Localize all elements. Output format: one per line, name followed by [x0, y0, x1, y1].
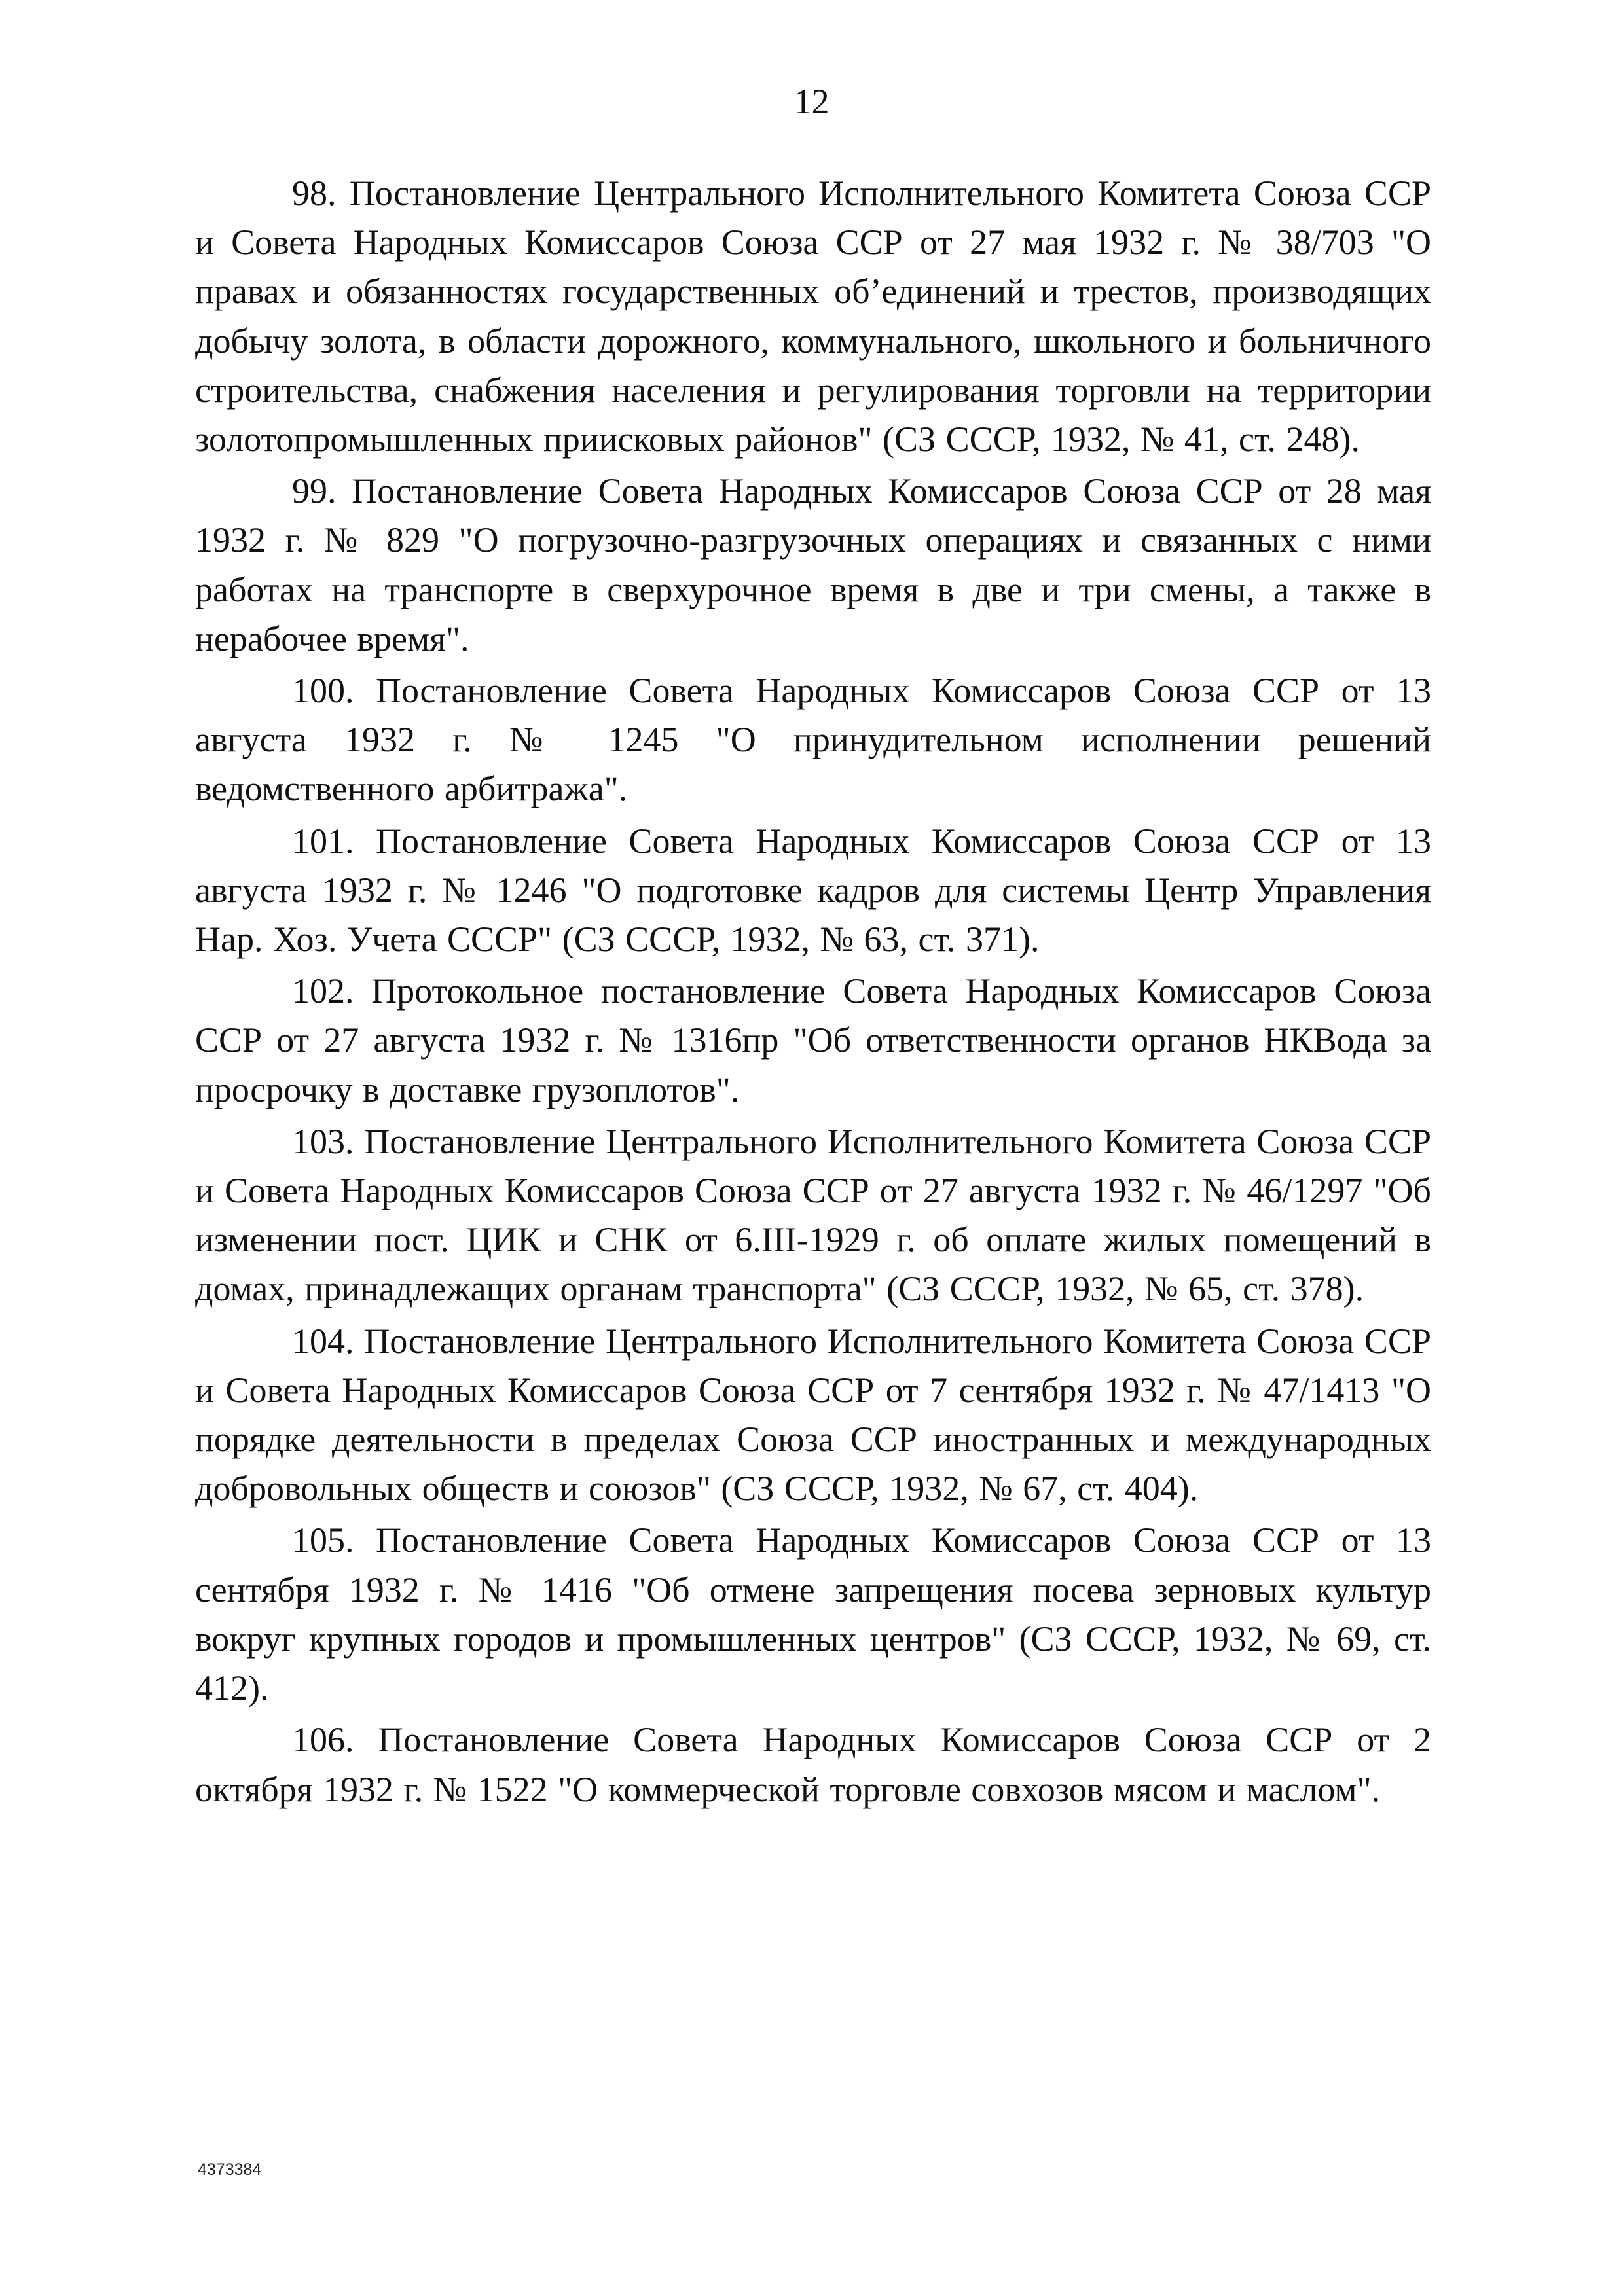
list-item-102: 102. Протокольное постановление Совета Народных Комиссаров Союза ССР от 27 августа 1932 г. № 1316пр "Об ответственности органов НКВода за просрочку в доставке грузоплотов". — [195, 971, 1431, 1109]
list-item-99: 99. Постановление Совета Народных Комиссаров Союза ССР от 28 мая 1932 г. № 829 "О погрузочно-разгрузочных операциях и связанных с ними работах на транспорте в сверхурочное время в две и три смены, а также в нерабочее время". — [195, 471, 1431, 658]
document-body — [195, 169, 1431, 1817]
list-item-98: 98. Постановление Центрального Исполнительного Комитета Союза ССР и Совета Народных Комиссаров Союза ССР от 27 мая 1932 г. № 38/703 "О правах и обязанностях государственных об’единений и трестов, производящих добычу золота, в области дорожного, коммунального, школьного и больничного строительства, снабжения населения и регулирования торговли на территории золотопромышленных приисковых районов" (СЗ СССР, 1932, № 41, ст. 248). — [195, 173, 1431, 459]
list-item-104: 104. Постановление Центрального Исполнительного Комитета Союза ССР и Совета Народных Комиссаров Союза ССР от 7 сентября 1932 г. № 47/1413 "О порядке деятельности в пределах Союза ССР иностранных и международных добровольных обществ и союзов" (СЗ СССР, 1932, № 67, ст. 404). — [195, 1321, 1431, 1509]
list-item-101: 101. Постановление Совета Народных Комиссаров Союза ССР от 13 августа 1932 г. № 1246 "О подготовке кадров для системы Центр Управления Нар. Хоз. Учета СССР" (СЗ СССР, 1932, № 63, ст. 371). — [195, 821, 1431, 960]
list-item-100: 100. Постановление Совета Народных Комиссаров Союза ССР от 13 августа 1932 г. № 1245 "О принудительном исполнении решений ведомственного арбитража". — [195, 671, 1431, 809]
list-item-105: 105. Постановление Совета Народных Комиссаров Союза ССР от 13 сентября 1932 г. № 1416 "Об отмене запрещения посева зерновых культур вокруг крупных городов и промышленных центров" (СЗ СССР, 1932, № 69, ст. 412). — [195, 1520, 1431, 1708]
page-number: 12 — [793, 82, 830, 121]
list-item-106: 106. Постановление Совета Народных Комиссаров Союза ССР от 2 октября 1932 г. № 1522 "О коммерческой торговле совхозов мясом и маслом". — [195, 1720, 1431, 1809]
document-code: 4373384 — [198, 2161, 262, 2179]
list-item-103: 103. Постановление Центрального Исполнительного Комитета Союза ССР и Совета Народных Комиссаров Союза ССР от 27 августа 1932 г. № 46/1297 "Об изменении пост. ЦИК и СНК от 6.III-1929 г. об оплате жилых помещений в домах, принадлежащих органам транспорта" (СЗ СССР, 1932, № 65, ст. 378). — [195, 1121, 1431, 1309]
